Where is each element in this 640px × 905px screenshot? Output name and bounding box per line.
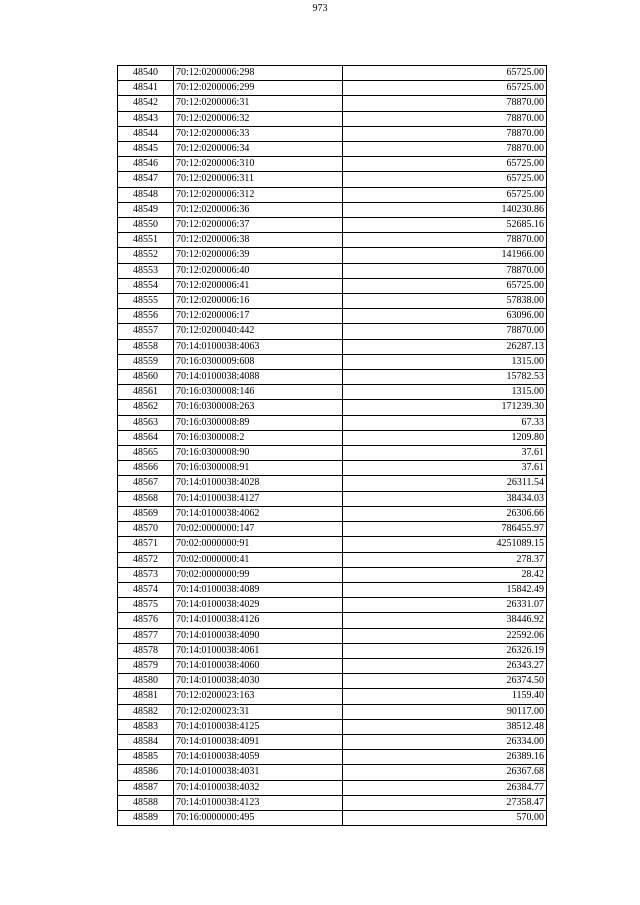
cadastral-number: 70:14:0100038:4028 bbox=[174, 476, 343, 491]
cadastral-value: 26384.77 bbox=[343, 780, 547, 795]
table-row bbox=[118, 689, 547, 704]
row-number: 48582 bbox=[118, 704, 174, 719]
row-number: 48560 bbox=[118, 370, 174, 385]
cadastral-value: 1159.40 bbox=[343, 689, 547, 704]
cadastral-value: 26343.27 bbox=[343, 658, 547, 673]
table-row bbox=[118, 506, 547, 521]
table-row bbox=[118, 415, 547, 430]
row-number: 48568 bbox=[118, 491, 174, 506]
cadastral-number: 70:16:0300008:89 bbox=[174, 415, 343, 430]
table-row bbox=[118, 263, 547, 278]
cadastral-number: 70:12:0200006:298 bbox=[174, 66, 343, 81]
table-row bbox=[118, 810, 547, 825]
cadastral-number: 70:14:0100038:4031 bbox=[174, 765, 343, 780]
row-number: 48572 bbox=[118, 552, 174, 567]
table-row bbox=[118, 187, 547, 202]
cadastral-value: 26367.68 bbox=[343, 765, 547, 780]
cadastral-number: 70:12:0200006:32 bbox=[174, 111, 343, 126]
row-number: 48576 bbox=[118, 613, 174, 628]
cadastral-value: 78870.00 bbox=[343, 96, 547, 111]
row-number: 48565 bbox=[118, 446, 174, 461]
cadastral-number: 70:12:0200006:34 bbox=[174, 142, 343, 157]
table-row bbox=[118, 66, 547, 81]
cadastral-value: 15842.49 bbox=[343, 582, 547, 597]
cadastral-value: 1315.00 bbox=[343, 385, 547, 400]
cadastral-number: 70:02:0000000:99 bbox=[174, 567, 343, 582]
cadastral-value: 57838.00 bbox=[343, 294, 547, 309]
cadastral-value: 28.42 bbox=[343, 567, 547, 582]
cadastral-value: 26326.19 bbox=[343, 643, 547, 658]
cadastral-number: 70:12:0200023:163 bbox=[174, 689, 343, 704]
cadastral-number: 70:12:0200006:311 bbox=[174, 172, 343, 187]
cadastral-value: 22592.06 bbox=[343, 628, 547, 643]
table-row bbox=[118, 81, 547, 96]
cadastral-value: 15782.53 bbox=[343, 370, 547, 385]
cadastral-number: 70:16:0300008:263 bbox=[174, 400, 343, 415]
table-row bbox=[118, 765, 547, 780]
row-number: 48555 bbox=[118, 294, 174, 309]
cadastral-number: 70:14:0100038:4060 bbox=[174, 658, 343, 673]
table-row bbox=[118, 354, 547, 369]
row-number: 48558 bbox=[118, 339, 174, 354]
row-number: 48549 bbox=[118, 202, 174, 217]
cadastral-value: 65725.00 bbox=[343, 81, 547, 96]
cadastral-value: 63096.00 bbox=[343, 309, 547, 324]
table-row bbox=[118, 172, 547, 187]
cadastral-value: 67.33 bbox=[343, 415, 547, 430]
cadastral-number: 70:14:0100038:4127 bbox=[174, 491, 343, 506]
cadastral-number: 70:12:0200006:41 bbox=[174, 278, 343, 293]
cadastral-value: 141966.00 bbox=[343, 248, 547, 263]
cadastral-number: 70:12:0200006:38 bbox=[174, 233, 343, 248]
row-number: 48540 bbox=[118, 66, 174, 81]
cadastral-number: 70:16:0300008:2 bbox=[174, 430, 343, 445]
cadastral-value: 78870.00 bbox=[343, 111, 547, 126]
cadastral-value: 26311.54 bbox=[343, 476, 547, 491]
cadastral-number: 70:12:0200006:310 bbox=[174, 157, 343, 172]
table-row bbox=[118, 719, 547, 734]
cadastral-number: 70:14:0100038:4063 bbox=[174, 339, 343, 354]
table-body bbox=[118, 66, 547, 826]
table-row bbox=[118, 294, 547, 309]
row-number: 48589 bbox=[118, 810, 174, 825]
cadastral-value: 570.00 bbox=[343, 810, 547, 825]
table-row bbox=[118, 309, 547, 324]
cadastral-number: 70:14:0100038:4090 bbox=[174, 628, 343, 643]
row-number: 48578 bbox=[118, 643, 174, 658]
table-row bbox=[118, 476, 547, 491]
table-row bbox=[118, 324, 547, 339]
cadastral-number: 70:16:0300008:90 bbox=[174, 446, 343, 461]
row-number: 48556 bbox=[118, 309, 174, 324]
cadastral-number: 70:16:0000000:495 bbox=[174, 810, 343, 825]
table-row bbox=[118, 658, 547, 673]
table-row bbox=[118, 598, 547, 613]
table-row bbox=[118, 734, 547, 749]
table-row bbox=[118, 430, 547, 445]
row-number: 48581 bbox=[118, 689, 174, 704]
row-number: 48563 bbox=[118, 415, 174, 430]
cadastral-value: 65725.00 bbox=[343, 187, 547, 202]
table-row bbox=[118, 278, 547, 293]
cadastral-number: 70:14:0100038:4091 bbox=[174, 734, 343, 749]
cadastral-number: 70:02:0000000:41 bbox=[174, 552, 343, 567]
cadastral-number: 70:02:0000000:91 bbox=[174, 537, 343, 552]
cadastral-number: 70:14:0100038:4030 bbox=[174, 674, 343, 689]
table-row bbox=[118, 613, 547, 628]
row-number: 48548 bbox=[118, 187, 174, 202]
table-row bbox=[118, 522, 547, 537]
cadastral-number: 70:12:0200006:36 bbox=[174, 202, 343, 217]
row-number: 48571 bbox=[118, 537, 174, 552]
table-row bbox=[118, 582, 547, 597]
cadastral-number: 70:12:0200006:40 bbox=[174, 263, 343, 278]
row-number: 48587 bbox=[118, 780, 174, 795]
row-number: 48584 bbox=[118, 734, 174, 749]
cadastral-number: 70:14:0100038:4061 bbox=[174, 643, 343, 658]
row-number: 48583 bbox=[118, 719, 174, 734]
table-row bbox=[118, 339, 547, 354]
row-number: 48553 bbox=[118, 263, 174, 278]
table-row bbox=[118, 537, 547, 552]
cadastral-value: 38512.48 bbox=[343, 719, 547, 734]
cadastral-value: 65725.00 bbox=[343, 66, 547, 81]
cadastral-value: 90117.00 bbox=[343, 704, 547, 719]
table-row bbox=[118, 142, 547, 157]
table-row bbox=[118, 674, 547, 689]
table-row bbox=[118, 233, 547, 248]
row-number: 48586 bbox=[118, 765, 174, 780]
table-row bbox=[118, 446, 547, 461]
table-row bbox=[118, 385, 547, 400]
cadastral-value: 171239.30 bbox=[343, 400, 547, 415]
cadastral-number: 70:14:0100038:4123 bbox=[174, 795, 343, 810]
cadastral-number: 70:12:0200006:31 bbox=[174, 96, 343, 111]
cadastral-value-table bbox=[117, 65, 547, 826]
table-row bbox=[118, 628, 547, 643]
row-number: 48585 bbox=[118, 750, 174, 765]
table-row bbox=[118, 111, 547, 126]
row-number: 48545 bbox=[118, 142, 174, 157]
cadastral-number: 70:12:0200023:31 bbox=[174, 704, 343, 719]
cadastral-value: 4251089.15 bbox=[343, 537, 547, 552]
table-row bbox=[118, 202, 547, 217]
table-row bbox=[118, 370, 547, 385]
row-number: 48551 bbox=[118, 233, 174, 248]
cadastral-number: 70:02:0000000:147 bbox=[174, 522, 343, 537]
row-number: 48552 bbox=[118, 248, 174, 263]
table-row bbox=[118, 218, 547, 233]
row-number: 48554 bbox=[118, 278, 174, 293]
cadastral-value: 65725.00 bbox=[343, 278, 547, 293]
cadastral-value: 65725.00 bbox=[343, 172, 547, 187]
cadastral-value: 78870.00 bbox=[343, 126, 547, 141]
table-row bbox=[118, 567, 547, 582]
row-number: 48575 bbox=[118, 598, 174, 613]
cadastral-number: 70:14:0100038:4032 bbox=[174, 780, 343, 795]
cadastral-value: 1315.00 bbox=[343, 354, 547, 369]
row-number: 48570 bbox=[118, 522, 174, 537]
cadastral-number: 70:14:0100038:4029 bbox=[174, 598, 343, 613]
row-number: 48569 bbox=[118, 506, 174, 521]
cadastral-value: 38446.92 bbox=[343, 613, 547, 628]
table-row bbox=[118, 461, 547, 476]
cadastral-value: 37.61 bbox=[343, 446, 547, 461]
cadastral-number: 70:14:0100038:4088 bbox=[174, 370, 343, 385]
cadastral-value: 26334.00 bbox=[343, 734, 547, 749]
cadastral-number: 70:12:0200006:17 bbox=[174, 309, 343, 324]
cadastral-value: 37.61 bbox=[343, 461, 547, 476]
cadastral-value: 78870.00 bbox=[343, 142, 547, 157]
row-number: 48544 bbox=[118, 126, 174, 141]
cadastral-value: 26287.13 bbox=[343, 339, 547, 354]
table-row bbox=[118, 780, 547, 795]
cadastral-number: 70:16:0300008:146 bbox=[174, 385, 343, 400]
table-row bbox=[118, 552, 547, 567]
cadastral-value: 65725.00 bbox=[343, 157, 547, 172]
row-number: 48574 bbox=[118, 582, 174, 597]
row-number: 48564 bbox=[118, 430, 174, 445]
cadastral-value: 1209.80 bbox=[343, 430, 547, 445]
cadastral-value: 78870.00 bbox=[343, 324, 547, 339]
cadastral-number: 70:14:0100038:4126 bbox=[174, 613, 343, 628]
row-number: 48562 bbox=[118, 400, 174, 415]
row-number: 48557 bbox=[118, 324, 174, 339]
table-row bbox=[118, 96, 547, 111]
row-number: 48546 bbox=[118, 157, 174, 172]
cadastral-number: 70:12:0200006:16 bbox=[174, 294, 343, 309]
row-number: 48541 bbox=[118, 81, 174, 96]
table-row bbox=[118, 400, 547, 415]
cadastral-value: 27358.47 bbox=[343, 795, 547, 810]
cadastral-number: 70:14:0100038:4062 bbox=[174, 506, 343, 521]
row-number: 48559 bbox=[118, 354, 174, 369]
cadastral-number: 70:12:0200006:39 bbox=[174, 248, 343, 263]
row-number: 48573 bbox=[118, 567, 174, 582]
table-row bbox=[118, 704, 547, 719]
cadastral-value: 78870.00 bbox=[343, 233, 547, 248]
cadastral-number: 70:12:0200040:442 bbox=[174, 324, 343, 339]
table-row bbox=[118, 248, 547, 263]
cadastral-value: 38434.03 bbox=[343, 491, 547, 506]
cadastral-value: 278.37 bbox=[343, 552, 547, 567]
row-number: 48561 bbox=[118, 385, 174, 400]
cadastral-number: 70:12:0200006:33 bbox=[174, 126, 343, 141]
cadastral-value: 786455.97 bbox=[343, 522, 547, 537]
cadastral-value: 52685.16 bbox=[343, 218, 547, 233]
cadastral-value: 140230.86 bbox=[343, 202, 547, 217]
row-number: 48588 bbox=[118, 795, 174, 810]
page-number: 973 bbox=[312, 3, 328, 14]
row-number: 48567 bbox=[118, 476, 174, 491]
table-row bbox=[118, 157, 547, 172]
cadastral-value: 26331.07 bbox=[343, 598, 547, 613]
row-number: 48566 bbox=[118, 461, 174, 476]
table-row bbox=[118, 126, 547, 141]
cadastral-value: 26306.66 bbox=[343, 506, 547, 521]
row-number: 48579 bbox=[118, 658, 174, 673]
cadastral-number: 70:14:0100038:4125 bbox=[174, 719, 343, 734]
cadastral-number: 70:14:0100038:4089 bbox=[174, 582, 343, 597]
row-number: 48580 bbox=[118, 674, 174, 689]
table-row bbox=[118, 750, 547, 765]
row-number: 48543 bbox=[118, 111, 174, 126]
cadastral-number: 70:12:0200006:37 bbox=[174, 218, 343, 233]
cadastral-number: 70:16:0300008:91 bbox=[174, 461, 343, 476]
row-number: 48547 bbox=[118, 172, 174, 187]
table-row bbox=[118, 491, 547, 506]
cadastral-value: 78870.00 bbox=[343, 263, 547, 278]
cadastral-number: 70:12:0200006:299 bbox=[174, 81, 343, 96]
cadastral-value: 26374.50 bbox=[343, 674, 547, 689]
row-number: 48550 bbox=[118, 218, 174, 233]
table-row bbox=[118, 643, 547, 658]
row-number: 48542 bbox=[118, 96, 174, 111]
table-row bbox=[118, 795, 547, 810]
cadastral-number: 70:12:0200006:312 bbox=[174, 187, 343, 202]
cadastral-number: 70:14:0100038:4059 bbox=[174, 750, 343, 765]
cadastral-number: 70:16:0300009:608 bbox=[174, 354, 343, 369]
row-number: 48577 bbox=[118, 628, 174, 643]
cadastral-value: 26389.16 bbox=[343, 750, 547, 765]
